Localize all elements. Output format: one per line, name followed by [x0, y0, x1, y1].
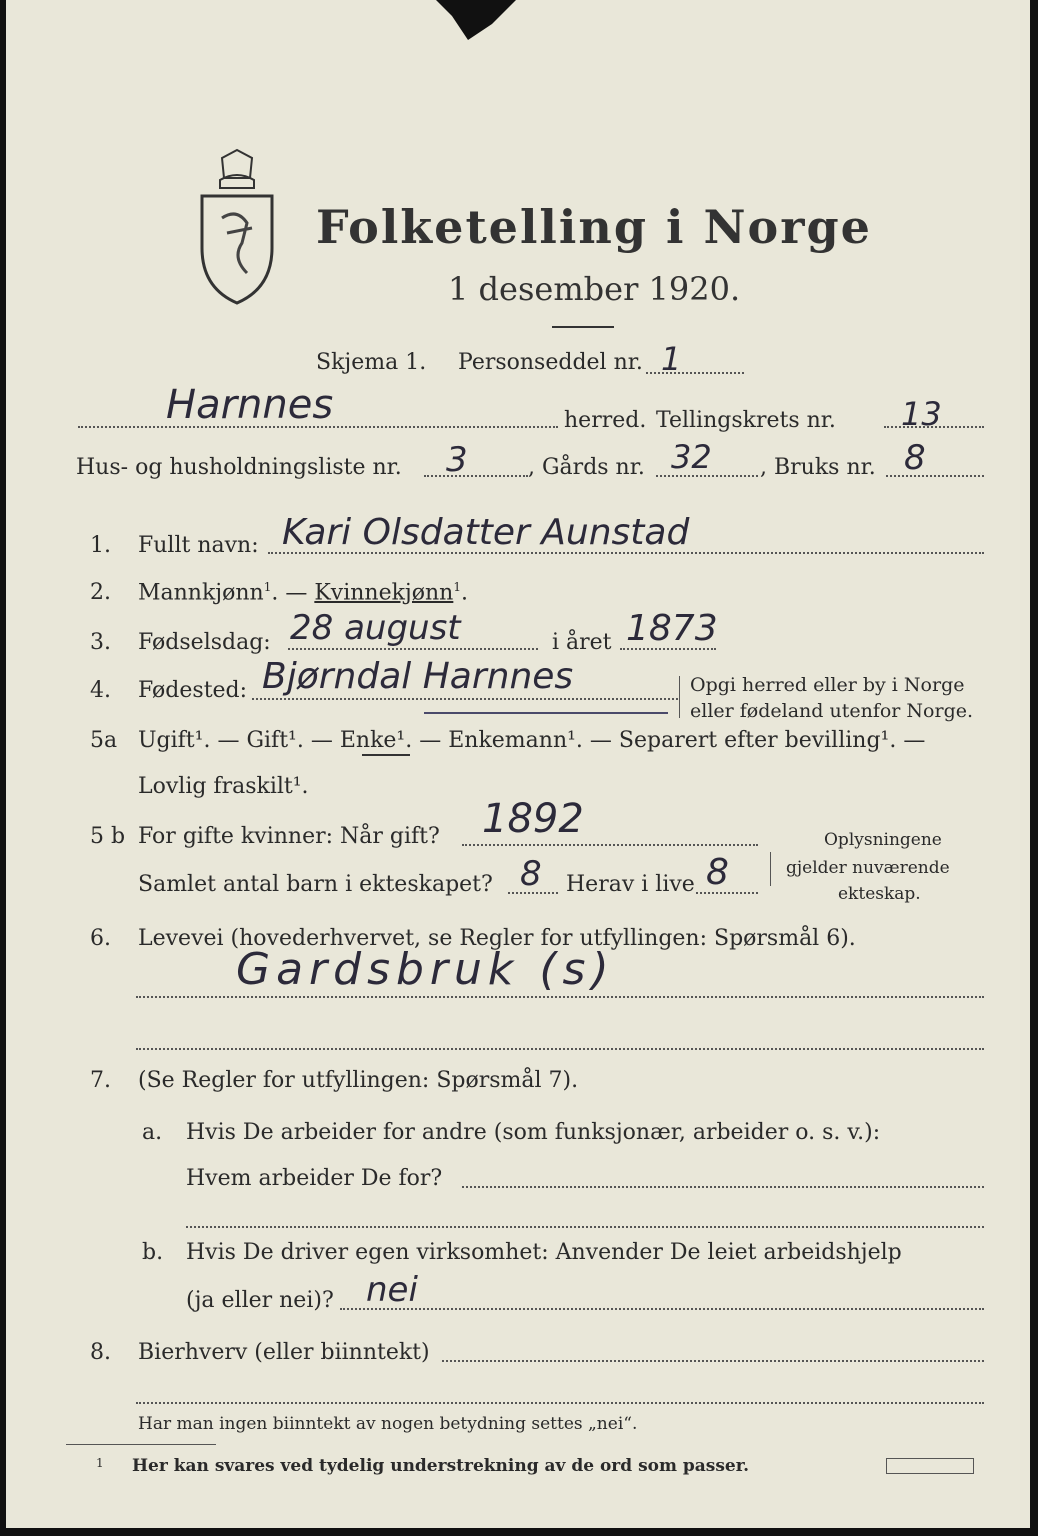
form-title: Folketelling i Norge: [316, 200, 872, 254]
census-date: 1 desember 1920.: [448, 270, 741, 308]
q5a-line-1: Ugift¹. — Gift¹. — Enke¹. — Enkemann¹. — Separert efter bevilling¹. —: [138, 728, 926, 753]
bruks-value: 8: [904, 438, 926, 478]
husholdning-value: 3: [446, 440, 468, 480]
footnote-mark: 1: [96, 1456, 104, 1470]
q3-number: 3.: [90, 630, 111, 655]
footnote-divider: [66, 1444, 216, 1445]
q5b-label: For gifte kvinner: Når gift?: [138, 824, 440, 849]
bruks-label: , Bruks nr.: [760, 455, 876, 480]
q8-note: Har man ingen biinntekt av nogen betydning settes „nei“.: [138, 1414, 638, 1434]
q6-number: 6.: [90, 926, 111, 951]
gards-value: 32: [671, 438, 712, 476]
footnote-text: Her kan svares ved tydelig understrekning av de ord som passer.: [132, 1456, 750, 1476]
q3-label: Fødselsdag:: [138, 630, 271, 655]
q5a-line-2: Lovlig fraskilt¹.: [138, 774, 309, 799]
herred-label: herred.: [564, 408, 647, 433]
q8-label: Bierhverv (eller biinntekt): [138, 1340, 430, 1365]
schema-label: Skjema 1.: [316, 350, 427, 375]
q5b-note-2: gjelder nuværende: [786, 858, 950, 878]
q3-year-label: i året: [552, 630, 612, 655]
q1-number: 1.: [90, 533, 111, 558]
q7a-text: Hvis De arbeider for andre (som funksjonær, arbeider o. s. v.):: [186, 1120, 881, 1145]
printer-stamp: [886, 1458, 974, 1474]
q5b-note-3: ekteskap.: [838, 884, 921, 904]
title-divider: [552, 326, 614, 328]
occupation-value: Gardsbruk (s): [236, 944, 615, 995]
herred-value: Harnnes: [166, 382, 334, 428]
q6-label: Levevei (hovederhvervet, se Regler for utfyllingen: Spørsmål 6).: [138, 926, 856, 951]
husholdning-label: Hus- og husholdningsliste nr.: [76, 455, 402, 480]
tellingskrets-label: Tellingskrets nr.: [656, 408, 836, 433]
q2-gender: Mannkjønn$^1$. — Kvinnekjønn$^1$.: [138, 580, 468, 606]
full-name-value: Kari Olsdatter Aunstad: [282, 512, 690, 553]
tellingskrets-value: 13: [901, 395, 942, 433]
hired-help-value: nei: [366, 1270, 418, 1310]
q7-label: (Se Regler for utfyllingen: Spørsmål 7).: [138, 1068, 579, 1093]
birthplace-value: Bjørndal Harnnes: [262, 656, 574, 697]
q1-label: Fullt navn:: [138, 533, 259, 558]
personseddel-label: Personseddel nr.: [458, 350, 643, 375]
q4-label: Fødested:: [138, 678, 248, 703]
married-year-value: 1892: [482, 796, 584, 842]
q4-note-1: Opgi herred eller by i Norge: [690, 674, 965, 696]
birthday-value: 28 august: [290, 608, 461, 648]
coat-of-arms-icon: [192, 148, 282, 308]
q5a-number: 5a: [90, 728, 118, 753]
q4-note-2: eller fødeland utenfor Norge.: [690, 700, 974, 722]
birth-year-value: 1873: [626, 608, 718, 649]
q7-number: 7.: [90, 1068, 111, 1093]
q7b-letter: b.: [142, 1240, 164, 1265]
personseddel-value: 1: [661, 340, 682, 378]
q7a-letter: a.: [142, 1120, 163, 1145]
children-value: 8: [520, 854, 542, 894]
q4-number: 4.: [90, 678, 111, 703]
q2-number: 2.: [90, 580, 111, 605]
census-form: [6, 0, 1030, 1528]
q5b-note-1: Oplysningene: [824, 830, 942, 850]
gards-label: , Gårds nr.: [528, 455, 645, 480]
q8-number: 8.: [90, 1340, 111, 1365]
q5b-number: 5 b: [90, 824, 126, 849]
q5b-living-label: Herav i live: [566, 872, 695, 897]
living-children-value: 8: [706, 852, 729, 893]
q5b-children-label: Samlet antal barn i ekteskapet?: [138, 872, 493, 897]
q7a-question: Hvem arbeider De for?: [186, 1166, 443, 1191]
q7b-text: Hvis De driver egen virksomhet: Anvender De leiet arbeidshjelp: [186, 1240, 902, 1265]
q7b-question: (ja eller nei)?: [186, 1288, 334, 1313]
